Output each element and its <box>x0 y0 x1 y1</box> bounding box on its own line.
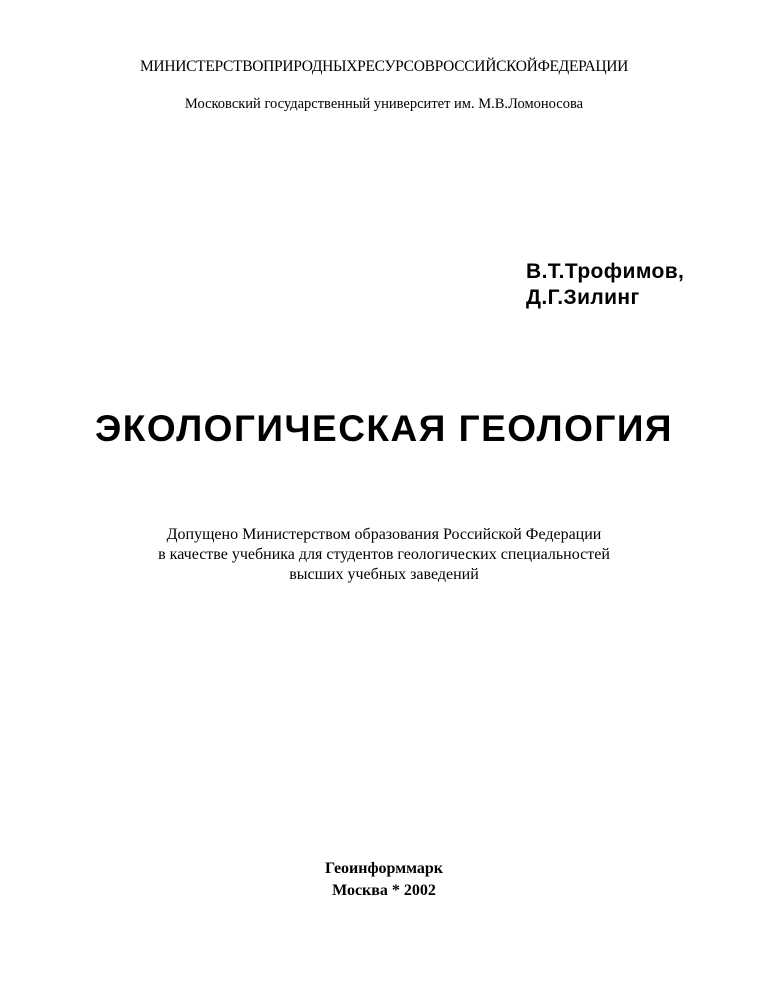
publisher-city-year: Москва * 2002 <box>332 882 436 899</box>
authors-block <box>526 259 684 311</box>
publisher-name: Геоинформмарк <box>324 860 444 877</box>
approval-line-1: Допущено Министерством образования Российской Федерации <box>166 526 602 543</box>
book-title: ЭКОЛОГИЧЕСКАЯ ГЕОЛОГИЯ <box>94 408 674 449</box>
publisher-block <box>0 858 768 902</box>
approval-line-2: в качестве учебника для студентов геологических специальностей <box>158 546 610 563</box>
university-name: Московский государственный университет им. М.В.Ломоносова <box>184 96 584 112</box>
ministry-heading: МИНИСТЕРСТВОПРИРОДНЫХРЕСУРСОВРОССИЙСКОЙФЕДЕРАЦИИ <box>139 58 629 75</box>
approval-line-3: высших учебных заведений <box>289 566 479 583</box>
approval-statement <box>0 525 768 585</box>
author-ziling: Д.Г.Зилинг <box>526 286 640 309</box>
author-trofimov: В.Т.Трофимов, <box>526 260 685 283</box>
